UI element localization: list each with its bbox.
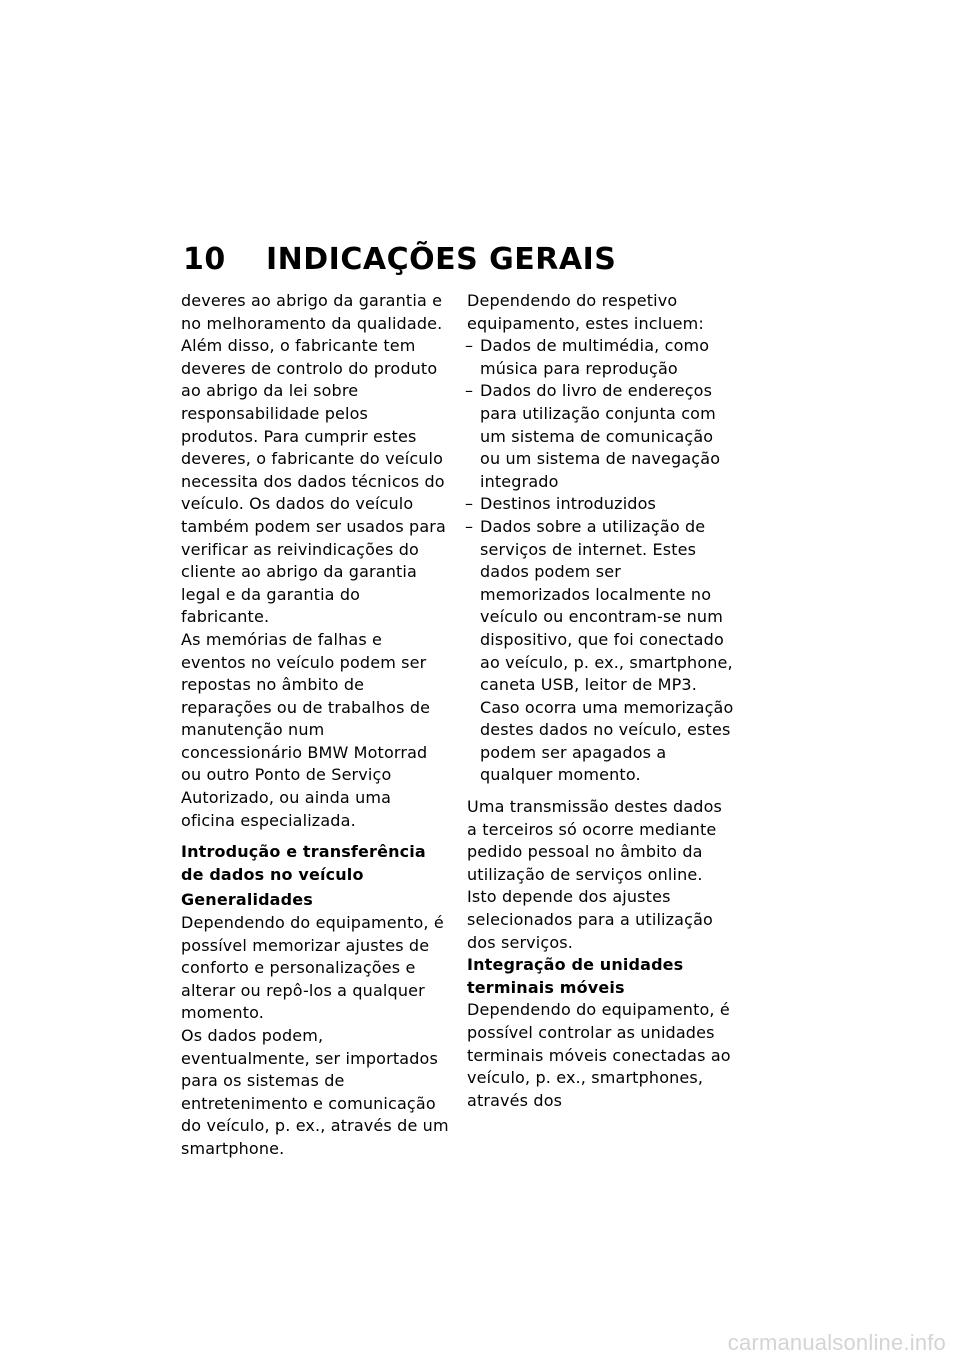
section-heading-data-transfer: Introdução e transferência de dados no veículo (181, 842, 426, 884)
list-item: – Dados de multimédia, como música para reprodução (467, 335, 735, 380)
section-heading-mobile-devices: Integração de unidades terminais móveis (467, 955, 684, 997)
page-number: 10 (183, 242, 226, 277)
fault-memories-paragraph: As memórias de falhas e eventos no veículo podem ser repostas no âmbito de reparações ou de trabalhos de manutenção num concessionário BMW Motorrad ou outro Ponto de Serviço Autorizado, ou ainda uma oficina especializada. (181, 629, 431, 830)
list-item: – Dados sobre a utilização de serviços de internet. Estes dados podem ser memorizados localmente no veículo ou encontram-se num dispositivo, que foi conectado ao veículo, p. ex., smartphone, caneta USB, leitor de MP3. Caso ocorra uma memorização destes dados no veículo, estes podem ser apagados a qualquer momento. (467, 516, 735, 787)
right-intro-paragraph: Dependendo do respetivo equipamento, estes incluem: (467, 291, 704, 333)
data-types-list (467, 335, 735, 787)
subheading-generalities: Generalidades (181, 890, 313, 910)
watermark: carmanualsonline.info (727, 1330, 946, 1355)
comfort-settings-paragraph: Dependendo do equipamento, é possível memorizar ajustes de conforto e personalizações e alterar ou repô-los a qualquer momento. (181, 913, 444, 1023)
list-item: – Dados do livro de endereços para utilização conjunta com um sistema de comunicação ou um sistema de navegação integrado (467, 380, 735, 493)
list-item: – Destinos introduzidos (467, 493, 735, 516)
page-header (183, 238, 743, 282)
transmission-paragraph: Uma transmissão destes dados a terceiros só ocorre mediante pedido pessoal no âmbito da utilização de serviços online. Isto depende dos ajustes selecionados para a utilização dos serviços. (467, 797, 723, 952)
right-column (467, 290, 735, 1112)
left-intro-paragraph: deveres ao abrigo da garantia e no melhoramento da qualidade. Além disso, o fabricante tem deveres de controlo do produto ao abrigo da lei sobre responsabilidade pelos produtos. Para cumprir estes deveres, o fabricante do veículo necessita dos dados técnicos do veículo. Os dados do veículo também podem ser usados para verificar as reivindicações do cliente ao abrigo da garantia legal e da garantia do fabricante. (181, 291, 446, 627)
page-title: INDICAÇÕES GERAIS (266, 242, 617, 277)
left-column (181, 290, 449, 1161)
mobile-devices-paragraph: Dependendo do equipamento, é possível controlar as unidades terminais móveis conectadas ao veículo, p. ex., smartphones, através dos (467, 1000, 731, 1110)
data-import-paragraph: Os dados podem, eventualmente, ser importados para os sistemas de entretenimento e comunicação do veículo, p. ex., através de um smartphone. (181, 1026, 449, 1158)
